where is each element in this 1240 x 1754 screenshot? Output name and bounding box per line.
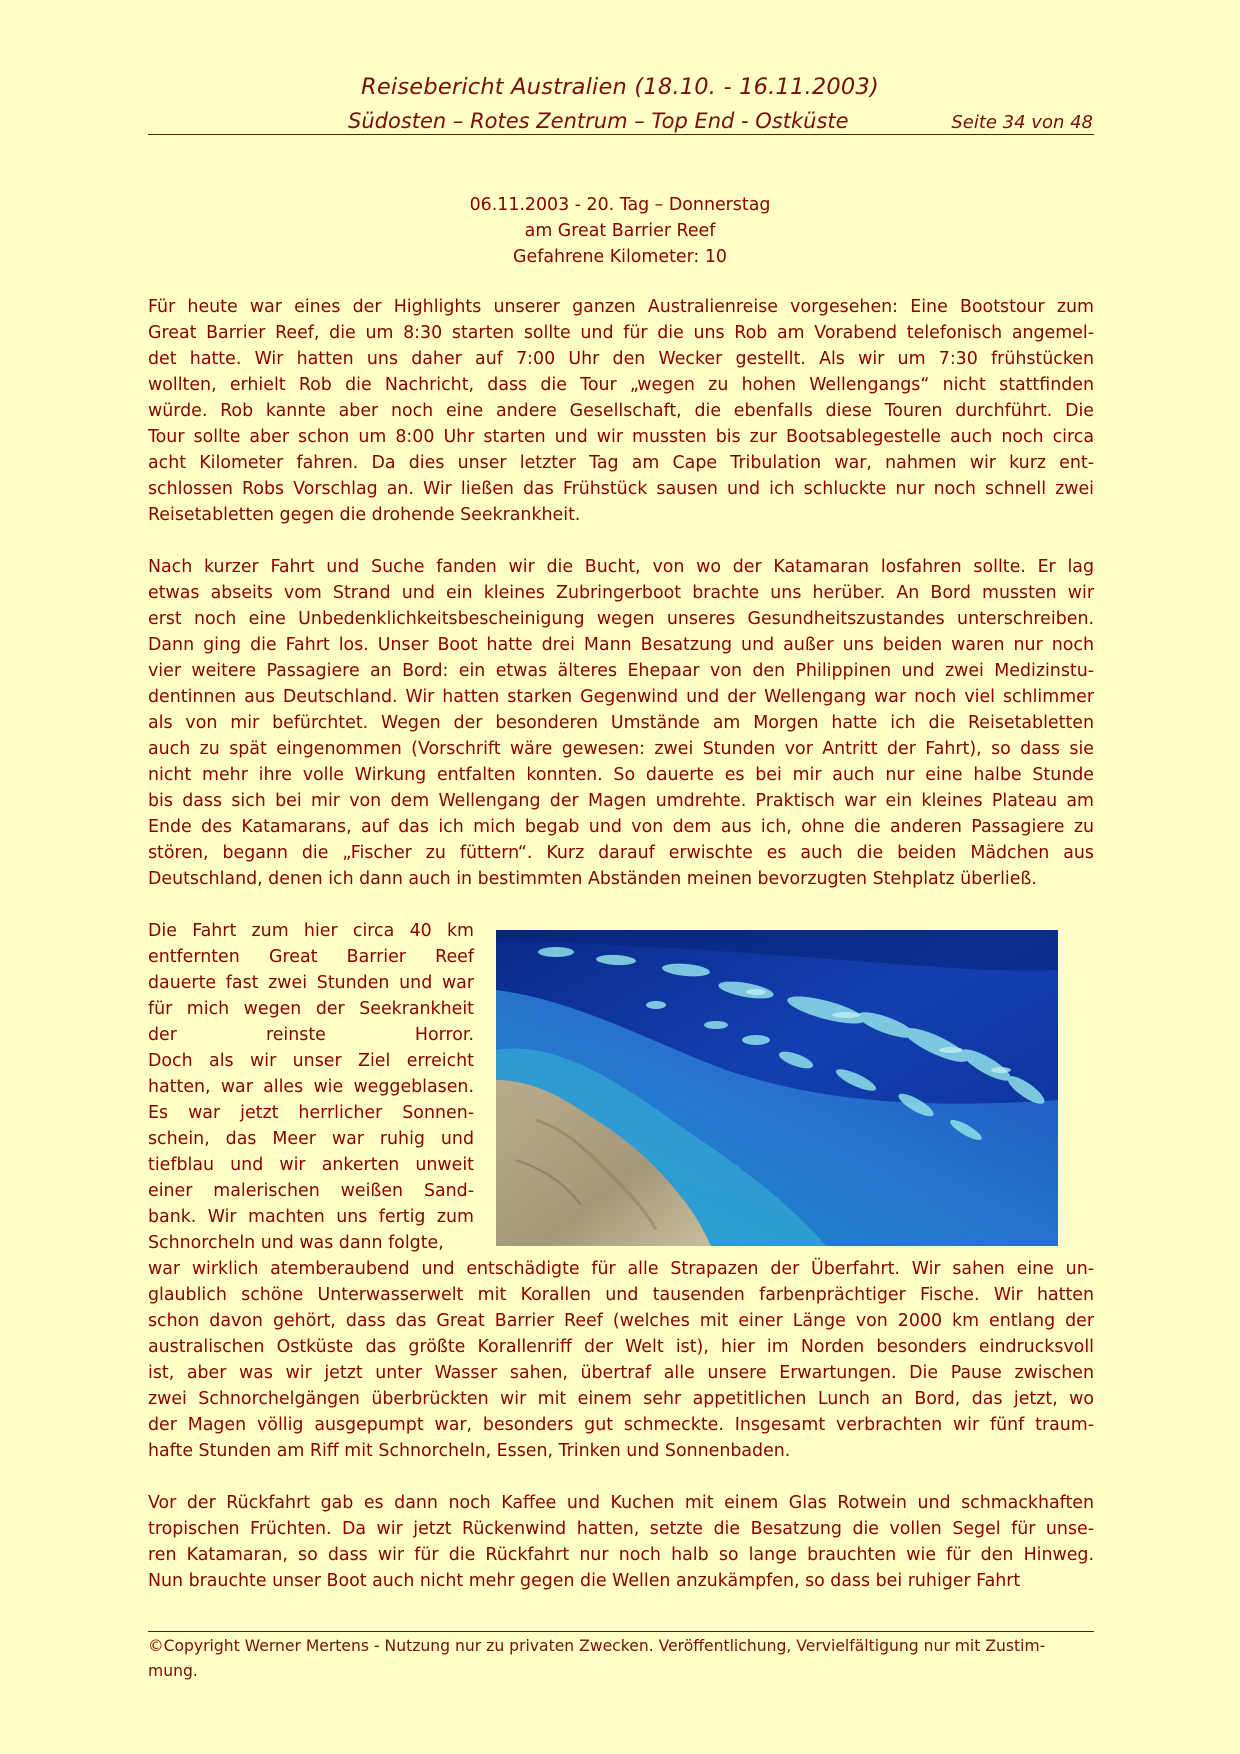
text-line: auch zu spät eingenommen (Vorschrift wäre gewesen: zwei Stunden vor Antritt der Fahrt), so dass sie [148, 739, 1094, 759]
text-line: Es war jetzt herrlicher Sonnen- [148, 1103, 474, 1123]
text-line: det hatte. Wir hatten uns daher auf 7:00 Uhr den Wecker gestellt. Als wir um 7:30 frühstücken [148, 349, 1094, 369]
copyright-footer [148, 1634, 1094, 1684]
text-line: Reisetabletten gegen die drohende Seekrankheit. [148, 505, 581, 525]
great-barrier-reef-satellite-photo [496, 930, 1058, 1246]
text-line: schein, das Meer war ruhig und [148, 1129, 474, 1149]
text-line: Die Fahrt zum hier circa 40 km [148, 921, 474, 941]
text-line: tiefblau und wir ankerten unweit [148, 1155, 474, 1175]
text-line: australischen Ostküste das größte Korallenriff der Welt ist), hier im Norden besonders eindrucksvoll [148, 1337, 1094, 1357]
paragraph-4 [148, 1490, 1094, 1594]
text-line: tropischen Früchten. Da wir jetzt Rückenwind hatten, setzte die Besatzung die vollen Segel für unse- [148, 1519, 1094, 1539]
text-line: der reinste Horror. [148, 1025, 474, 1045]
paragraph-1 [148, 294, 1094, 528]
text-line: für mich wegen der Seekrankheit [148, 999, 474, 1019]
text-line: Dann ging die Fahrt los. Unser Boot hatte drei Mann Besatzung und außer uns beiden waren nur noch [148, 635, 1094, 655]
footer-rule [148, 1631, 1094, 1632]
text-line: hatten, war alles wie weggeblasen. [148, 1077, 474, 1097]
text-line: Deutschland, denen ich dann auch in bestimmten Abständen meinen bevorzugten Stehplatz überließ. [148, 869, 1037, 889]
paragraph-3-side-text [148, 918, 474, 1256]
text-line: wollten, erhielt Rob die Nachricht, dass die Tour „wegen zu hohen Wellengangs“ nicht stattfinden [148, 375, 1094, 395]
text-line: Nun brauchte unser Boot auch nicht mehr gegen die Wellen anzukämpfen, so dass bei ruhiger Fahrt [148, 1571, 1021, 1591]
page-number: Seite 34 von 48 [951, 112, 1093, 133]
report-title: Reisebericht Australien (18.10. - 16.11.2003) [361, 74, 879, 100]
text-line: Doch als wir unser Ziel erreicht [148, 1051, 474, 1071]
text-line: entfernten Great Barrier Reef [148, 947, 474, 967]
text-line: war wirklich atemberaubend und entschädigte für alle Strapazen der Überfahrt. Wir sahen eine un- [148, 1259, 1094, 1279]
text-line: Great Barrier Reef, die um 8:30 starten sollte und für die uns Rob am Vorabend telefonisch angemel- [148, 323, 1094, 343]
text-line: Für heute war eines der Highlights unserer ganzen Australienreise vorgesehen: Eine Bootstour zum [148, 297, 1094, 317]
text-line: schlossen Robs Vorschlag an. Wir ließen das Frühstück sausen und ich schluckte nur noch schnell zwei [148, 479, 1094, 499]
text-line: der Magen völlig ausgepumpt war, besonders gut schmeckte. Insgesamt verbrachten wir fünf traum- [148, 1415, 1094, 1435]
day-kilometers-line: Gefahrene Kilometer: 10 [513, 247, 727, 267]
paragraph-3-continued [148, 1256, 1094, 1464]
text-line: bank. Wir machten uns fertig zum [148, 1207, 474, 1227]
header-rule [148, 134, 1094, 135]
paragraph-2 [148, 554, 1094, 892]
text-line: acht Kilometer fahren. Da dies unser letzter Tag am Cape Tribulation war, nahmen wir kurz ent- [148, 453, 1094, 473]
text-line: hafte Stunden am Riff mit Schnorcheln, Essen, Trinken und Sonnenbaden. [148, 1441, 791, 1461]
report-subtitle: Südosten – Rotes Zentrum – Top End - Ostküste [348, 109, 849, 133]
text-line: etwas abseits vom Strand und ein kleines Zubringerboot brachte uns herüber. An Bord mussten wir [148, 583, 1094, 603]
text-line: Vor der Rückfahrt gab es dann noch Kaffee und Kuchen mit einem Glas Rotwein und schmackhaften [148, 1493, 1094, 1513]
text-line: schon davon gehört, dass das Great Barrier Reef (welches mit einer Länge von 2000 km entlang der [148, 1311, 1094, 1331]
text-line: stören, begann die „Fischer zu füttern“. Kurz darauf erwischte es auch die beiden Mädchen aus [148, 843, 1094, 863]
text-line: vier weitere Passagiere an Bord: ein etwas älteres Ehepaar von den Philippinen und zwei Medizinstu- [148, 661, 1094, 681]
text-line: Nach kurzer Fahrt und Suche fanden wir die Bucht, von wo der Katamaran losfahren sollte. Er lag [148, 557, 1094, 577]
day-date-line: 06.11.2003 - 20. Tag – Donnerstag [469, 195, 771, 215]
text-line: einer malerischen weißen Sand- [148, 1181, 474, 1201]
text-line: glaublich schöne Unterwasserwelt mit Korallen und tausenden farbenprächtiger Fische. Wir hatten [148, 1285, 1094, 1305]
text-line: nicht mehr ihre volle Wirkung entfalten konnten. So dauerte es bei mir auch nur eine halbe Stunde [148, 765, 1094, 785]
day-heading [0, 192, 1240, 270]
copyright-line-2: mung. [148, 1662, 198, 1680]
text-line: erst noch eine Unbedenklichkeitsbescheinigung wegen unseres Gesundheitszustandes unterschreiben. [148, 609, 1094, 629]
text-line: ist, aber was wir jetzt unter Wasser sahen, übertraf alle unsere Erwartungen. Die Pause zwischen [148, 1363, 1094, 1383]
day-location-line: am Great Barrier Reef [524, 221, 716, 241]
text-line: dauerte fast zwei Stunden und war [148, 973, 474, 993]
text-line: würde. Rob kannte aber noch eine andere Gesellschaft, die ebenfalls diese Touren durchführt. Die [148, 401, 1094, 421]
text-line: dentinnen aus Deutschland. Wir hatten starken Gegenwind und der Wellengang war noch viel schlimmer [148, 687, 1094, 707]
text-line: bis dass sich bei mir von dem Wellengang der Magen umdrehte. Praktisch war ein kleines Plateau am [148, 791, 1094, 811]
text-line: Schnorcheln und was dann folgte, [148, 1233, 444, 1253]
text-line: Tour sollte aber schon um 8:00 Uhr starten und wir mussten bis zur Bootsablegestelle auch noch circa [148, 427, 1094, 447]
text-line: Ende des Katamarans, auf das ich mich begab und von dem aus ich, ohne die anderen Passagiere zu [148, 817, 1094, 837]
copyright-line-1: ©Copyright Werner Mertens - Nutzung nur zu privaten Zwecken. Veröffentlichung, Vervielfältigung nur mit Zustim- [148, 1637, 1046, 1655]
text-line: ren Katamaran, so dass wir für die Rückfahrt nur noch halb so lange brauchten wie für den Hinweg. [148, 1545, 1094, 1565]
text-line: als von mir befürchtet. Wegen der besonderen Umstände am Morgen hatte ich die Reisetabletten [148, 713, 1094, 733]
text-line: zwei Schnorchelgängen überbrückten wir mit einem sehr appetitlichen Lunch an Bord, das jetzt, wo [148, 1389, 1094, 1409]
